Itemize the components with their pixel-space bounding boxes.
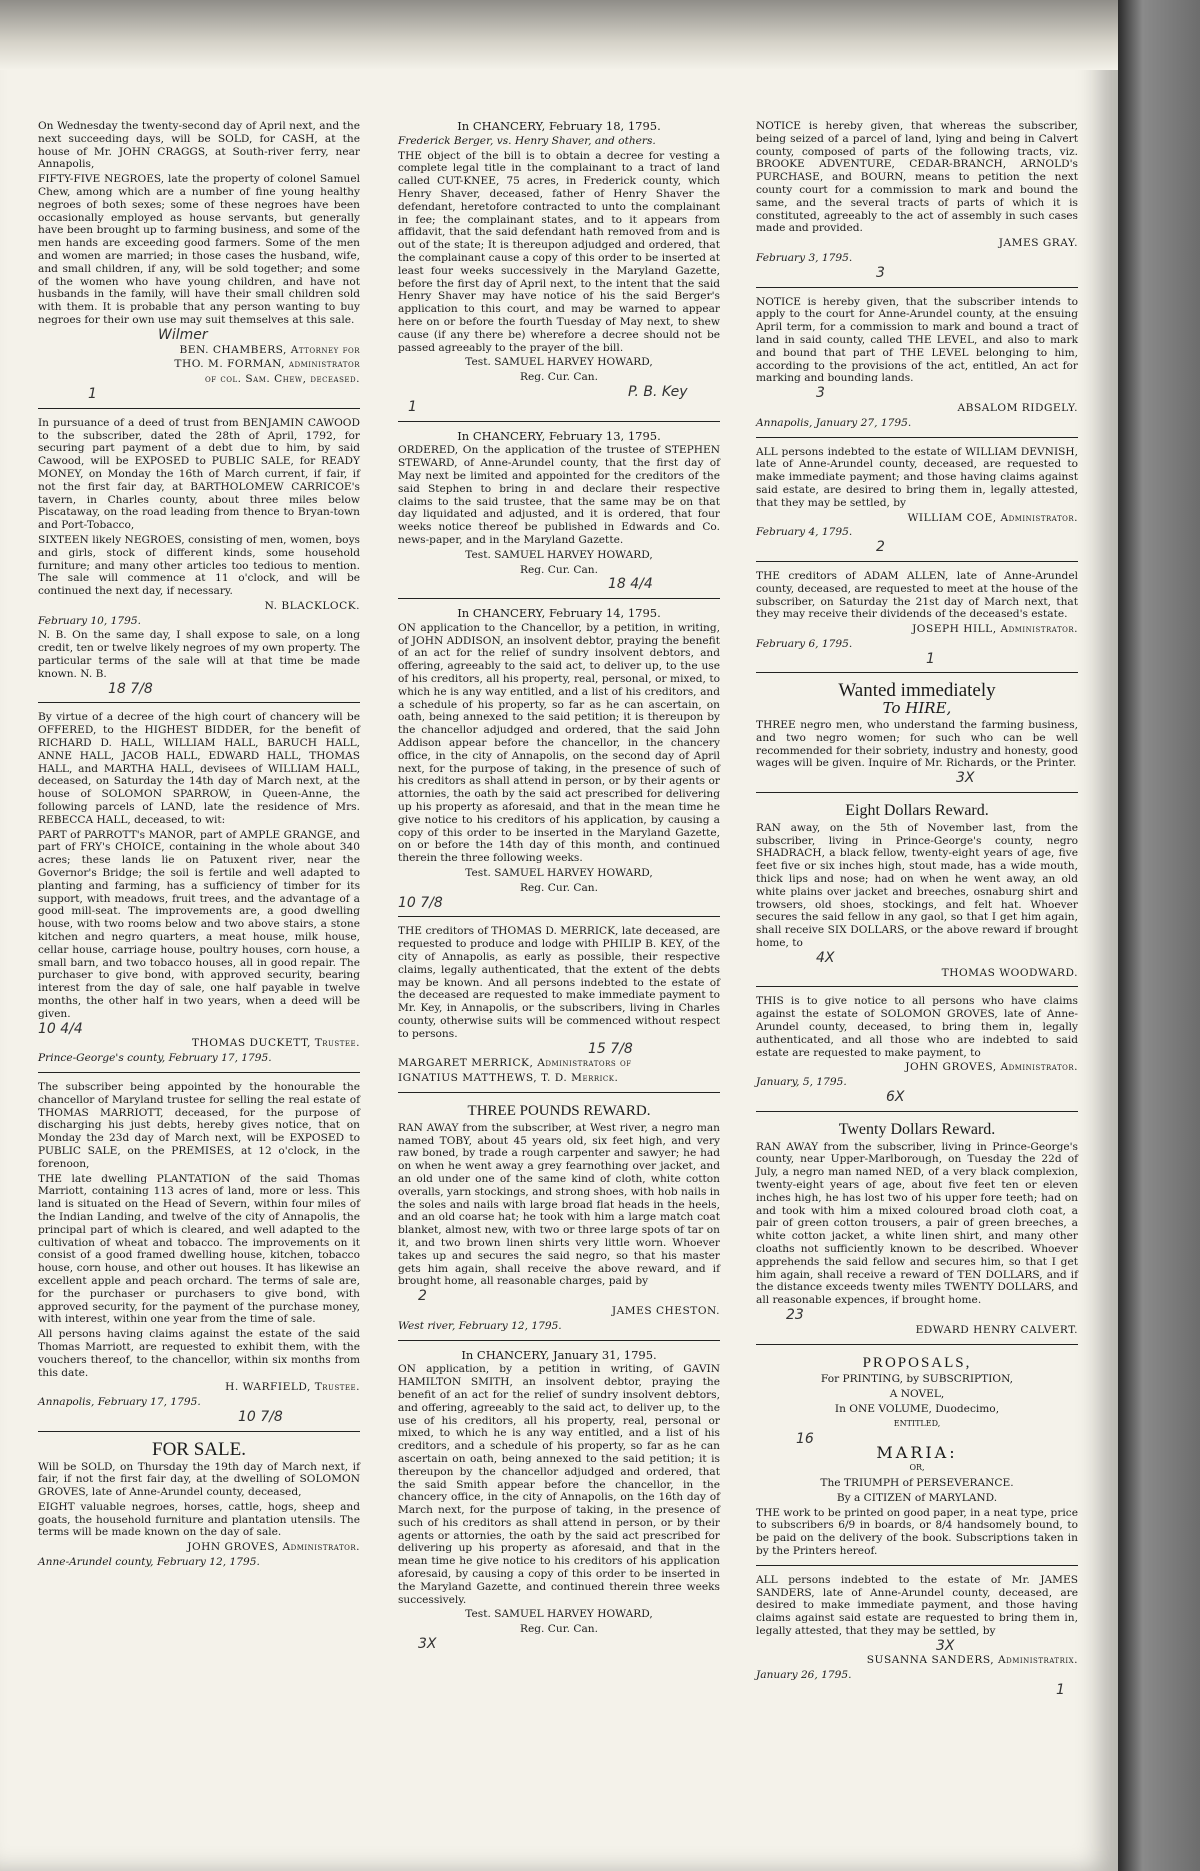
handwritten-mark: Wilmer [158, 326, 208, 343]
ad-line: OR, [909, 1463, 925, 1473]
ad-signature: Reg. Cur. Can. [520, 371, 598, 384]
handwritten-mark: 4X [816, 949, 835, 966]
handwritten-mark: 10 7/8 [398, 894, 443, 911]
handwritten-mark: 1 [1056, 1682, 1065, 1699]
ad-signature: BEN. CHAMBERS, Attorney for [179, 343, 360, 356]
ad-signature: MARGARET MERRICK, Administrators of [398, 1057, 632, 1070]
handwritten-mark: 2 [876, 539, 885, 556]
ad-heading: In CHANCERY, February 18, 1795. [457, 119, 661, 133]
ad-line: A NOVEL, [889, 1388, 945, 1401]
ad-body: THE work to be printed on good paper, in a neat type, price to subscribers 6/9 in boards, or 8/4 handsomely bound, to be paid on the delivery of the book. Subscriptions taken in by the Printers hereof. [756, 1506, 1078, 1557]
ad-allen-creditors [756, 568, 1078, 674]
ad-cawood-trust-sale [38, 415, 360, 704]
ad-signature: Test. SAMUEL HARVEY HOWARD, [465, 548, 653, 561]
handwritten-mark: 3X [956, 770, 975, 787]
handwritten-mark: 18 4/4 [608, 576, 653, 593]
ad-chancery-berger [398, 118, 720, 422]
ad-lead: In pursuance of a deed of trust from BENJAMIN CAWOOD to the subscriber, dated the 28th of April, 1792, for securing part payment of a debt due to him, by said Cawood, will be EXPOSED to PUBLIC SALE, for READY MONEY, on Monday the 16th of March current, if fair, if not the first fair day, at BARTHOLOMEW CARRICOE's tavern, in Charles county, about three miles below Piscataway, on the road leading from thence to Bryan-town and Port-Tobacco, [38, 416, 360, 532]
ad-signature: JOHN GROVES, Administrator. [187, 1541, 360, 1554]
ad-title: THREE POUNDS REWARD. [467, 1102, 651, 1119]
ad-signature: Test. SAMUEL HARVEY HOWARD, [465, 867, 653, 880]
ad-date: January 26, 1795. [756, 1669, 852, 1682]
ad-body: ORDERED, On the application of the trustee of STEPHEN STEWARD, of Anne-Arundel county, that the first day of May next be limited and appointed for the creditors of the said Stephen to bring in and declare their respective claims to the said trustee, that the same may be on that day liquidated and adjusted, and it is ordered, that four weeks notice thereof be published in Edwards and Co. news-paper, and in the Maryland Gazette. [398, 444, 720, 546]
ad-lead: By virtue of a decree of the high court of chancery will be OFFERED, to the HIGHEST BIDDER, for the benefit of RICHARD D. HALL, WILLIAM HALL, BARUCH HALL, ANNE HALL, JACOB HALL, EDWARD HALL, THOMAS HALL, and MARTHA HALL, devisees of WILLIAM HALL, deceased, on Saturday the 14th day of March next, at the house of SOLOMON SPARROW, in Queen-Anne, the following parcels of LAND, late the residence of Mrs. REBECCA HALL, deceased, to wit: [38, 711, 360, 826]
ad-line: ENTITLED, [893, 1418, 941, 1428]
handwritten-mark: 10 4/4 [38, 1020, 83, 1037]
ad-chancery-steward [398, 428, 720, 600]
ad-body: THE late dwelling PLANTATION of the said Thomas Marriott, containing 113 acres of land, more or less. This land is situated on the Head of Severn, within four miles of the Indian Landing, and twelve of the city of Annapolis, the principal part of which is cleared, and well adapted to the cultivation of wheat and tobacco. The improvements on it consist of a good framed dwelling house, kitchen, tobacco house, corn house, and other out houses. It has likewise an excellent apple and peach orchard. The terms of sale are, for the purchaser or purchasers to give bond, with approved security, for the payment of the purchase money, with interest, within one year from the time of sale. [38, 1172, 360, 1326]
ad-signature: THO. M. FORMAN, administrator [174, 358, 360, 371]
ad-body: ALL persons indebted to the estate of Mr. JAMES SANDERS, late of Anne-Arundel county, deceased, are desired to make immediate payment, and those having claims against said estate are requested to bring them in, legally attested, that they may be settled, by [756, 1573, 1078, 1637]
ad-signature: of col. Sam. Chew, deceased. [204, 373, 360, 386]
ad-date: Annapolis, February 17, 1795. [38, 1396, 201, 1409]
ad-signature: JOSEPH HILL, Administrator. [912, 623, 1078, 636]
ad-parties: Frederick Berger, vs. Henry Shaver, and others. [398, 134, 656, 147]
ad-body: SIXTEEN likely NEGROES, consisting of men, women, boys and girls, stock of different kinds, some household furniture; and many other articles too tedious to mention. The sale will commence at 11 o'clock, and will be continued the next day, if necessary. [38, 533, 360, 598]
handwritten-mark: 3X [936, 1637, 955, 1654]
ad-signature: IGNATIUS MATTHEWS, T. D. Merrick. [398, 1072, 619, 1085]
handwritten-mark: 3 [816, 385, 825, 402]
ad-title: Eight Dollars Reward. [845, 802, 989, 820]
ad-hall-land-sale [38, 709, 360, 1073]
ad-lead: On Wednesday the twenty-second day of April next, and the next succeeding days, will be SOLD, for CASH, at the house of Mr. JOHN CRAGGS, at South-river ferry, near Annapolis, [38, 120, 360, 171]
handwritten-mark: 1 [88, 385, 97, 402]
ad-body: FIFTY-FIVE NEGROES, late the property of colonel Samuel Chew, among which are a number of fine young healthy negroes of both sexes; some of these negroes have been occasionally employed as house servants, but generally have been brought up to farming business, and some of the men hands are exceeding good farmers. Some of the men and women are married; in those cases the husband, wife, and small children, if any, will be sold together; and some of the women who have young children, and have not husbands in the family, will have their small children sold with them. It is probable that any person wanting to buy negroes for their own use may suit themselves at this sale. [38, 173, 360, 326]
ad-three-pounds-reward [398, 1099, 720, 1341]
ad-line: By a CITIZEN of MARYLAND. [836, 1491, 998, 1504]
ad-body: THIS is to give notice to all persons who have claims against the estate of SOLOMON GROVES, late of Anne-Arundel county, deceased, to bring them in, legally authenticated, and all those who are indebted to said estate are requested to make payment, to [756, 995, 1078, 1059]
ad-chancery-addison [398, 605, 720, 917]
ad-date: Anne-Arundel county, February 12, 1795. [38, 1556, 260, 1569]
ad-date: Prince-George's county, February 17, 1795. [38, 1052, 272, 1065]
ad-signature: THOMAS WOODWARD. [941, 966, 1078, 979]
ad-date: February 4, 1795. [756, 526, 853, 539]
book-page-edge [1118, 0, 1200, 1871]
ad-signature: ABSALOM RIDGELY. [957, 401, 1078, 414]
ad-notice-gray [756, 118, 1078, 288]
ad-body: RAN AWAY from the subscriber, at West river, a negro man named TOBY, about 45 years old, six feet high, and very raw boned, by trade a rough carpenter and sawyer; he had on when he went away a grey fearnothing over jacket, and an old under one of the same kind of cloth, white cotton overalls, yarn stockings, and strong shoes, with hob nails in the soles and nails with large broad flat heads in the heels, and an old coarse hat; he took with him a large match coat blanket, almost new, with two or three large spots of tar on it, and two brown linen shirts very little worn. Whoever takes up and secures the said negro, so that his master gets him again, shall receive the above reward, and if brought home, all reasonable charges, paid by [398, 1121, 720, 1288]
handwritten-mark: 10 7/8 [238, 1408, 283, 1425]
ad-date: West river, February 12, 1795. [398, 1319, 562, 1332]
handwritten-mark: 1 [926, 650, 935, 667]
ad-signature: SUSANNA SANDERS, Administratrix. [866, 1654, 1078, 1667]
ad-title: Wanted immediately [838, 680, 996, 702]
ad-lead: Will be SOLD, on Thursday the 19th day of March next, if fair, if not the first fair day, at the dwelling of SOLOMON GROVES, late of Anne-Arundel county, deceased, [38, 1460, 360, 1499]
handwritten-mark: 15 7/8 [588, 1040, 633, 1057]
ad-sanders-estate [756, 1572, 1078, 1704]
ad-body: NOTICE is hereby given, that whereas the subscriber, being seized of a parcel of land, lying and being in Calvert county, composed of parts of the following tracts, viz. BROOKE ADVENTURE, CEDAR-BRANCH, ARNOLD's PURCHASE, and BOURN, means to petition the next county court for a commission to mark and bound the same, and the several tracts of parts of which it is constituted, agreeably to the act of assembly in such cases made and provided. [756, 120, 1078, 235]
ad-signature: N. BLACKLOCK. [264, 599, 360, 612]
column-3 [756, 118, 1078, 1710]
ad-merrick-creditors [398, 923, 720, 1093]
ad-date: Annapolis, January 27, 1795. [756, 416, 912, 429]
ad-line: For PRINTING, by SUBSCRIPTION, [820, 1373, 1014, 1386]
ad-signature: Reg. Cur. Can. [520, 563, 598, 576]
ad-signature: Test. SAMUEL HARVEY HOWARD, [465, 1608, 653, 1621]
ad-note: All persons having claims against the estate of the said Thomas Marriott, are requested to exhibit them, with the vouchers thereof, to the chancellor, within six months from this date. [38, 1328, 360, 1379]
handwritten-mark: 18 7/8 [108, 680, 153, 697]
page-binding-shadow [0, 0, 1118, 70]
ad-proposals-novel [756, 1351, 1078, 1566]
ad-wanted-to-hire [756, 679, 1078, 793]
ad-line: In ONE VOLUME, Duodecimo, [834, 1402, 1000, 1415]
ad-signature: Test. SAMUEL HARVEY HOWARD, [465, 356, 653, 369]
ad-heading: In CHANCERY, January 31, 1795. [461, 1347, 657, 1362]
ad-body: NOTICE is hereby given, that the subscriber intends to apply to the court for Anne-Arundel county, at the ensuing April term, for a commission to mark and bound a tract of land in said county, called THE LEVEL, and also to mark and bound that part of THE LEVEL belonging to him, according to the provisions of the act, entitled, An act for marking and bounding lands. [756, 295, 1078, 385]
ad-eight-dollars-reward [756, 799, 1078, 987]
ad-marriott-plantation [38, 1079, 360, 1432]
ad-body: THE creditors of ADAM ALLEN, late of Anne-Arundel county, deceased, are requested to meet at the house of the subscriber, on Saturday the 21st day of March next, that they may receive their dividends of the deceased's estate. [756, 569, 1078, 621]
ad-body: EIGHT valuable negroes, horses, cattle, hogs, sheep and goats, the household furniture and plantation utensils. The terms will be made known on the day of sale. [38, 1500, 360, 1539]
handwritten-mark: P. B. Key [628, 383, 688, 400]
handwritten-mark: 6X [886, 1089, 905, 1105]
handwritten-mark: 16 [796, 1430, 814, 1447]
ad-signature: Reg. Cur. Can. [520, 881, 598, 894]
ad-date: January, 5, 1795. [756, 1076, 847, 1089]
ad-signature: WILLIAM COE, Administrator. [907, 511, 1078, 524]
ad-date: February 3, 1795. [756, 251, 853, 264]
ad-title: FOR SALE. [152, 1438, 246, 1460]
ad-body: ON application, by a petition in writing, of GAVIN HAMILTON SMITH, an insolvent debtor, praying the benefit of an act for the relief of sundry insolvent debtors, and offering, agreeably to the said act, to deliver up, to the use of his creditors, all his property, real, personal or mixed, to which he is any way entitled, and a list of his creditors, and a schedule of his property, so far as he can ascertain on oath, being annexed to the said petition; it is thereupon by the chancellor adjudged and ordered, that the said Smith appear before the chancellor, in the chancery office, in the city of Annapolis, on the 16th day of March next, for the purpose of taking, in the presence of such of his creditors as shall attend in person, or by their agents or attornies, the oath by the said act prescribed for delivering up his property as aforesaid, and that in the mean time he give notice to his creditors of his application aforesaid, by causing a copy of this order to be inserted in the Maryland Gazette, and continued therein three weeks successively. [398, 1363, 720, 1606]
ad-signature: JAMES CHESTON. [611, 1304, 720, 1317]
ad-signature: JOHN GROVES, Administrator. [905, 1061, 1078, 1074]
handwritten-mark: 1 [408, 398, 417, 415]
ad-for-sale-groves [38, 1438, 360, 1576]
handwritten-mark: 23 [786, 1306, 804, 1323]
ad-signature: H. WARFIELD, Trustee. [225, 1381, 360, 1394]
novel-title: MARIA: [876, 1443, 958, 1463]
handwritten-mark: 3X [418, 1636, 437, 1653]
column-2 [398, 118, 720, 1664]
ad-body: RAN away, on the 5th of November last, from the subscriber, living in Prince-George's county, negro SHADRACH, a black fellow, twenty-eight years of age, five feet five or six inches high, stout made, has a wide mouth, thick lips and nose; had on when he went away, an old white plains over jacket and breeches, osnaburg shirt and trowsers, old shoes, stockings, and felt hat. Whoever secures the said fellow in any gaol, so that I get him again, shall receive SIX DOLLARS, or the above reward if brought home, to [756, 821, 1078, 950]
handwritten-mark: 3 [876, 264, 885, 281]
ad-negro-sale-chew [38, 118, 360, 409]
ad-title: PROPOSALS, [862, 1354, 972, 1371]
ad-body: ALL persons indebted to the estate of WILLIAM DEVNISH, late of Anne-Arundel county, deceased, are requested to make immediate payment; and those having claims against said estate, are desired to bring them in, legally attested, that they may be settled, by [756, 445, 1078, 509]
ad-body: THREE negro men, who understand the farming business, and two negro women; for such who can be well recommended for their sobriety, industry and honesty, good wages will be given. Inquire of Mr. Richards, or the Printer. [756, 719, 1078, 770]
ad-notice-ridgely [756, 294, 1078, 438]
ad-subtitle: To HIRE, [882, 699, 952, 718]
ad-body: ON application to the Chancellor, by a petition, in writing, of JOHN ADDISON, an insolvent debtor, praying the benefit of an act for the relief of sundry insolvent debtors, and offering, agreeably to the said act, to deliver up, to the use of his creditors, all his property, real, personal, or mixed, to which he is any way entitled, and a list of his creditors, and a schedule of his property, so far as he can ascertain, on oath, being annexed to the said petition; it is thereupon by the chancellor adjudged and ordered, that the said John Addison appear before the chancellor, in the chancery office, in the city of Annapolis, on the second day of April next, for the purpose of taking, in the presence of such of his creditors as shall attend in person, or by their agents or attornies, the oath by the said act prescribed for delivering up his property as aforesaid, and that in the mean time he give notice to his creditors of his application, by causing a copy of this order to be inserted in the Maryland Gazette, on or before the 14th day of this month, and continued therein the three following weeks. [398, 621, 720, 865]
ad-date: February 10, 1795. [38, 614, 141, 627]
ad-lead: The subscriber being appointed by the honourable the chancellor of Maryland trustee for selling the real estate of THOMAS MARRIOTT, deceased, for the purpose of discharging his just debts, hereby gives notice, that on Monday the 23d day of March next, will be EXPOSED to PUBLIC SALE, on the PREMISES, at 12 o'clock, in the forenoon, [38, 1080, 360, 1170]
ad-devnish-estate [756, 444, 1078, 562]
column-1 [38, 118, 360, 1582]
handwritten-mark: 2 [418, 1288, 427, 1305]
ad-body: THE creditors of THOMAS D. MERRICK, late deceased, are requested to produce and lodge with PHILIP B. KEY, of the city of Annapolis, as early as possible, their respective claims, legally authenticated, that the extent of the debts may be known. And all persons indebted to the estate of the deceased are requested to make immediate payment to Mr. Key, in Annapolis, or the subscribers, living in Charles county, otherwise suits will be commenced without respect to persons. [398, 925, 720, 1040]
ad-signature: JAMES GRAY. [998, 237, 1078, 250]
ad-chancery-smith [398, 1347, 720, 1658]
ad-heading: In CHANCERY, February 14, 1795. [457, 606, 661, 621]
ad-line: The TRIUMPH of PERSEVERANCE. [820, 1476, 1014, 1489]
ad-heading: In CHANCERY, February 13, 1795. [457, 428, 661, 443]
ad-body: PART of PARROTT's MANOR, part of AMPLE GRANGE, and part of FRY's CHOICE, containing in the whole about 340 acres; these lands lie on Patuxent river, near the Governor's Bridge; the soil is fertile and well adapted to planting and farming, has a sufficiency of timber for its support, with meadows, fruit trees, and the advantage of a good mill-seat. The improvements are, a good dwelling house, with two rooms below and two above stairs, a stone kitchen and negro quarters, a meat house, milk house, cellar house, carriage house, poultry houses, corn house, a small barn, and two tobacco houses, all in good repair. The purchaser to give bond, with approved security, bearing interest from the day of sale, one half payable in twelve months, the other half in two years, when a deed will be given. [38, 828, 360, 1020]
ad-body: RAN AWAY from the subscriber, living in Prince-George's county, near Upper-Marlborough, on Tuesday the 22d of July, a negro man named NED, of a very black complexion, twenty-eight years of age, about five feet ten or eleven inches high, he has lost two of his upper fore teeth; had on and took with him a mixed coloured broad cloth coat, a pair of green cotton trousers, a pair of green breeches, a white cotton jacket, a white linen shirt, and many other cloaths not sufficiently known to be described. Whoever apprehends the said fellow and secures him, so that I get him again, shall receive a reward of TEN DOLLARS, and if the distance exceeds twenty miles TWENTY DOLLARS, and all reasonable expences, if brought home. [756, 1140, 1078, 1307]
ad-signature: THOMAS DUCKETT, Trustee. [191, 1037, 360, 1050]
ad-body: THE object of the bill is to obtain a decree for vesting a complete legal title in the complainant to a tract of land called CUT-KNEE, 75 acres, in Frederick county, which Henry Shaver, deceased, father of Henry Shaver the defendant, heretofore contracted to unto the complainant in fee; the complainant states, and to it appears from affidavit, that the said defendant hath removed from and is out of the state; It is thereupon adjudged and ordered, that the complainant cause a copy of this order to be inserted at least four weeks successively in the Maryland Gazette, before the first day of April next, to the intent that the said Henry Shaver may have notice of his the said Berger's application to this court, and may be warned to appear here on or before the fourth Tuesday of May next, to shew cause (if any there be) wherefore a decree should not be passed agreeably to the prayer of the bill. [398, 149, 720, 354]
ad-twenty-dollars-reward [756, 1118, 1078, 1345]
ad-note: N. B. On the same day, I shall expose to sale, on a long credit, ten or twelve likely negroes of my own property. The particular terms of the sale will at that time be made known. N. B. [38, 629, 360, 680]
ad-date: February 6, 1795. [756, 637, 853, 650]
ad-groves-estate [756, 993, 1078, 1111]
ad-title: Twenty Dollars Reward. [838, 1120, 996, 1138]
ad-signature: EDWARD HENRY CALVERT. [915, 1323, 1078, 1336]
ad-signature: Reg. Cur. Can. [520, 1623, 598, 1636]
